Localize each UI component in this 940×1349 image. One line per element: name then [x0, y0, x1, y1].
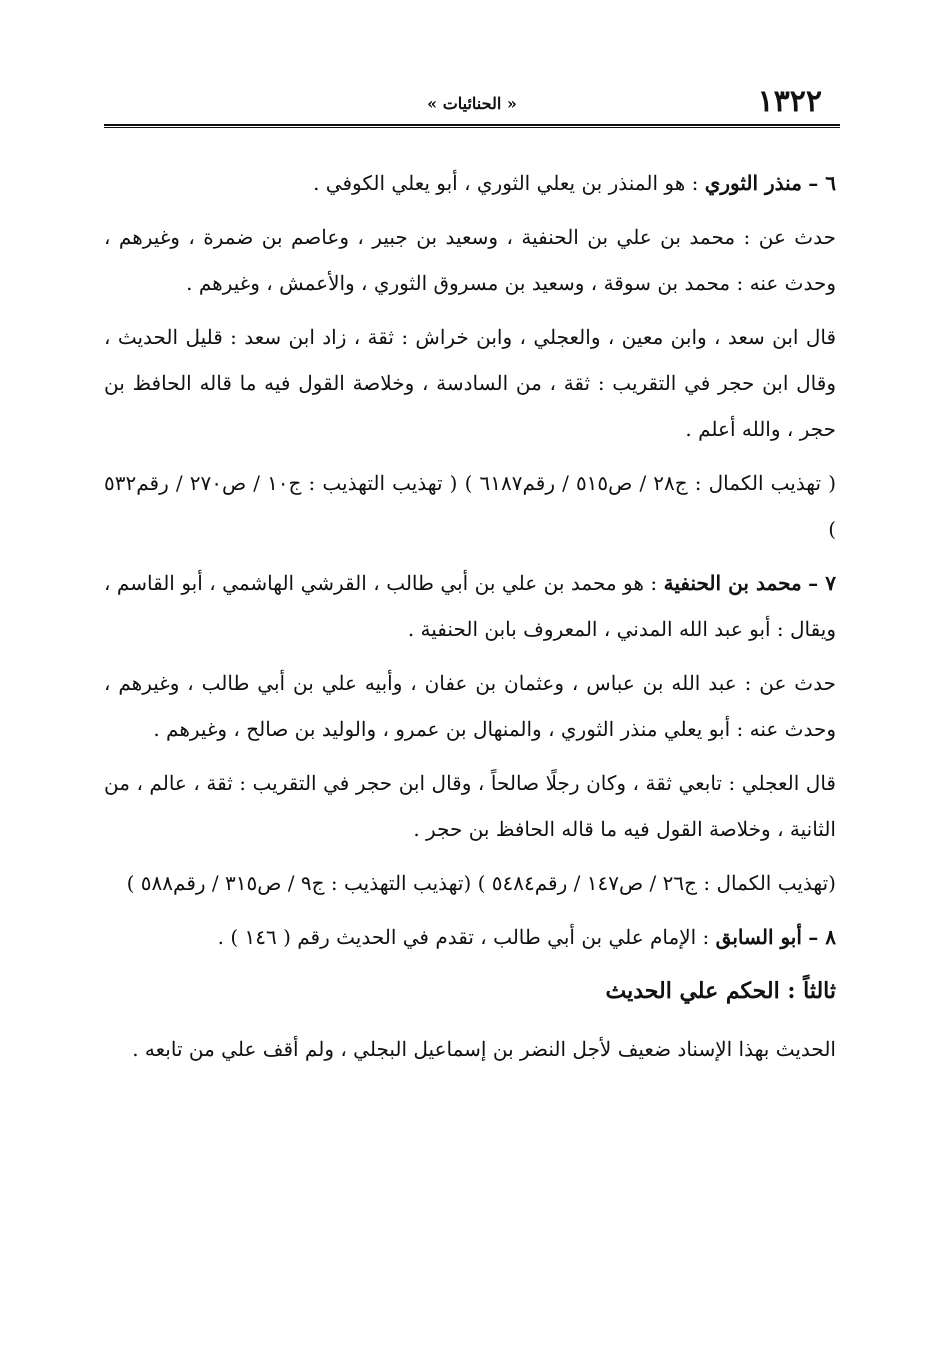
- page-body: [104, 160, 836, 1080]
- entry-6-number: ٦ –: [808, 171, 836, 195]
- header-rule: [104, 124, 840, 128]
- entry-8-intro: [104, 914, 836, 960]
- entry-7-intro: [104, 560, 836, 652]
- entry-7-grading: قال العجلي : تابعي ثقة ، وكان رجلًا صالحاً ، وقال ابن حجر في التقريب : ثقة ، عالم ، من الثانية ، وخلاصة القول فيه ما قاله الحافظ بن حجر .: [104, 771, 836, 841]
- entry-7-name: محمد بن الحنفية: [663, 571, 802, 595]
- separator: :: [643, 571, 658, 595]
- page-number: ١٣٢٢: [757, 84, 822, 119]
- separator: :: [685, 171, 699, 195]
- entry-6-narrators: حدث عن : محمد بن علي بن الحنفية ، وسعيد بن جبير ، وعاصم بن ضمرة ، وغيرهم ، وحدث عنه : محمد بن سوقة ، وسعيد بن مسروق الثوري ، والأعمش ، وغيرهم .: [104, 225, 837, 295]
- entry-8-name: أبو السابق: [715, 925, 802, 949]
- entry-8-description: الإمام علي بن أبي طالب ، تقدم في الحديث رقم ( ١٤٦ ) .: [217, 925, 697, 949]
- separator: :: [696, 925, 710, 949]
- entry-7-references: (تهذيب الكمال : ج٢٦ / ص١٤٧ / رقم٥٤٨٤ ) (تهذيب التهذيب : ج٩ / ص٣١٥ / رقم٥٨٨ ): [126, 871, 836, 895]
- entry-7-narrators: حدث عن : عبد الله بن عباس ، وعثمان بن عفان ، وأبيه علي بن أبي طالب ، وغيرهم ، وحدث عنه : أبو يعلي منذر الثوري ، والمنهال بن عمرو ، والوليد بن صالح ، وغيرهم .: [104, 671, 837, 741]
- entry-6-name: منذر الثوري: [704, 171, 802, 195]
- section-heading: ثالثاً : الحكم علي الحديث: [605, 978, 836, 1004]
- running-title: « الحنائيات »: [427, 94, 517, 113]
- entry-7-description: هو محمد بن علي بن أبي طالب ، القرشي الهاشمي ، أبو القاسم ، ويقال : أبو عبد الله المدني ، المعروف بابن الحنفية .: [104, 571, 836, 641]
- entry-7-number: ٧ –: [808, 571, 836, 595]
- entry-6-description: هو المنذر بن يعلي الثوري ، أبو يعلي الكوفي .: [313, 171, 686, 195]
- entry-6-references: ( تهذيب الكمال : ج٢٨ / ص٥١٥ / رقم٦١٨٧ ) ( تهذيب التهذيب : ج١٠ / ص٢٧٠ / رقم٥٣٢ ): [104, 471, 836, 541]
- entry-6-intro: [104, 160, 836, 206]
- entry-8-number: ٨ –: [808, 925, 836, 949]
- running-header: [104, 84, 840, 124]
- section-body: الحديث بهذا الإسناد ضعيف لأجل النضر بن إسماعيل البجلي ، ولم أقف علي من تابعه .: [132, 1037, 836, 1061]
- entry-6-grading: قال ابن سعد ، وابن معين ، والعجلي ، وابن خراش : ثقة ، زاد ابن سعد : قليل الحديث ، وقال ابن حجر في التقريب : ثقة ، من السادسة ، وخلاصة القول فيه ما قاله الحافظ بن حجر ، والله أعلم .: [104, 325, 836, 441]
